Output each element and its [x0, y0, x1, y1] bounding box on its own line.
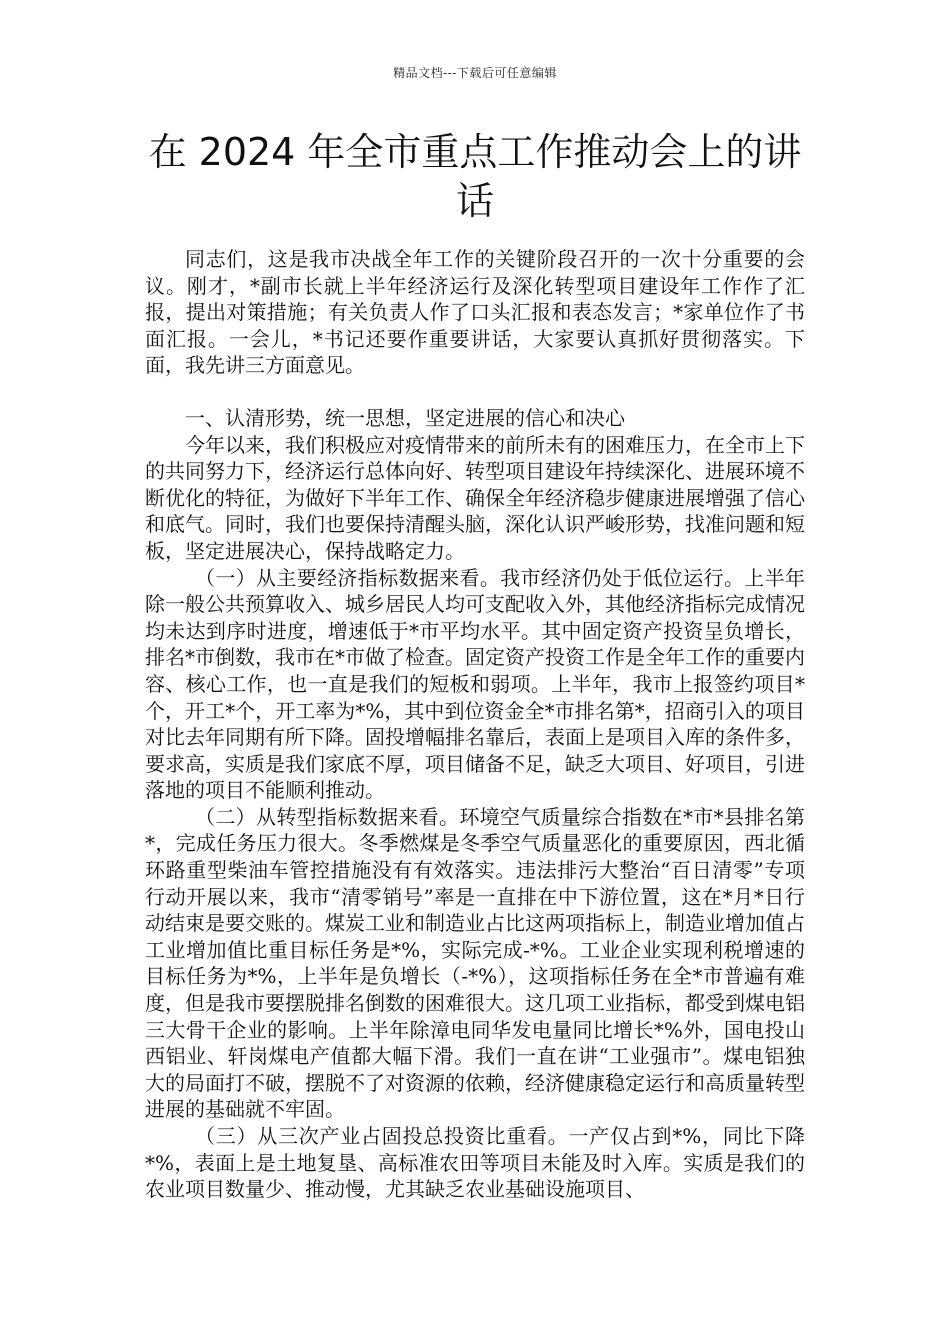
paragraph-situation: 今年以来，我们积极应对疫情带来的前所未有的困难压力，在全市上下的共同努力下，经济运行总体向好、转型项目建设年持续深化、进展环境不断优化的特征，为做好下半年工作、确保全年经济稳步健康进展增强了信心和底气。同时，我们也要保持清醒头脑，深化认识严峻形势，找准问题和短板，坚定进展决心，保持战略定力。 — [145, 432, 805, 563]
paragraph-economic-indicators: （一）从主要经济指标数据来看。我市经济仍处于低位运行。上半年除一般公共预算收入、城乡居民人均可支配收入外，其他经济指标完成情况均未达到序时进度，增速低于*市平均水平。其中固定资产投资呈负增长，排名*市倒数，我市在*市做了检查。固定资产投资工作是全年工作的重要内容、核心工作，也一直是我们的短板和弱项。上半年，我市上报签约项目*个，开工*个，开工率为*%，其中到位资金全*市排名第*，招商引入的项目对比去年同期有所下降。固投增幅排名靠后，表面上是项目入库的条件多，要求高，实质是我们家底不厚，项目储备不足，缺乏大项目、好项目，引进落地的项目不能顺利推动。 — [145, 565, 805, 803]
paragraph-spacer — [145, 379, 805, 405]
section-heading-1: 一、认清形势，统一思想，坚定进展的信心和决心 — [185, 405, 625, 430]
document-body — [145, 246, 805, 1203]
document-title: 在 2024 年全市重点工作推动会上的讲话 — [148, 130, 802, 223]
paragraph-transformation-indicators: （二）从转型指标数据来看。环境空气质量综合指数在*市*县排名第*，完成任务压力很大。冬季燃煤是冬季空气质量恶化的重要原因，西北循环路重型柴油车管控措施没有有效落实。违法排污大整治“百日清零”专项行动开展以来，我市“清零销号”率是一直排在中下游位置，这在*月*日行动结束是要交账的。煤炭工业和制造业占比这两项指标上，制造业增加值占工业增加值比重目标任务是*%，实际完成-*%。工业企业实现利税增速的目标任务为*%，上半年是负增长（-*%），这项指标任务在全*市普遍有难度，但是我市要摆脱排名倒数的困难很大。这几项工业指标，都受到煤电铝三大骨干企业的影响。上半年除漳电同华发电量同比增长*%外，国电投山西铝业、轩岗煤电产值都大幅下滑。我们一直在讲“工业强市”。煤电铝独大的局面打不破，摆脱不了对资源的依赖，经济健康稳定运行和高质量转型进展的基础就不牢固。 — [145, 804, 805, 1122]
paragraph-opening: 同志们，这是我市决战全年工作的关键阶段召开的一次十分重要的会议。刚才，*副市长就上半年经济运行及深化转型项目建设年工作作了汇报，提出对策措施；有关负责人作了口头汇报和表态发言；*家单位作了书面汇报。一会儿，*书记还要作重要讲话，大家要认真抓好贯彻落实。下面，我先讲三方面意见。 — [145, 247, 805, 378]
page-header: 精品文档---下载后可任意编辑 — [393, 66, 557, 80]
paragraph-industry-share: （三）从三次产业占固投总投资比重看。一产仅占到*%，同比下降*%，表面上是土地复垦、高标准农田等项目未能及时入库。实质是我们的农业项目数量少、推动慢，尤其缺乏农业基础设施项目、 — [145, 1124, 805, 1202]
